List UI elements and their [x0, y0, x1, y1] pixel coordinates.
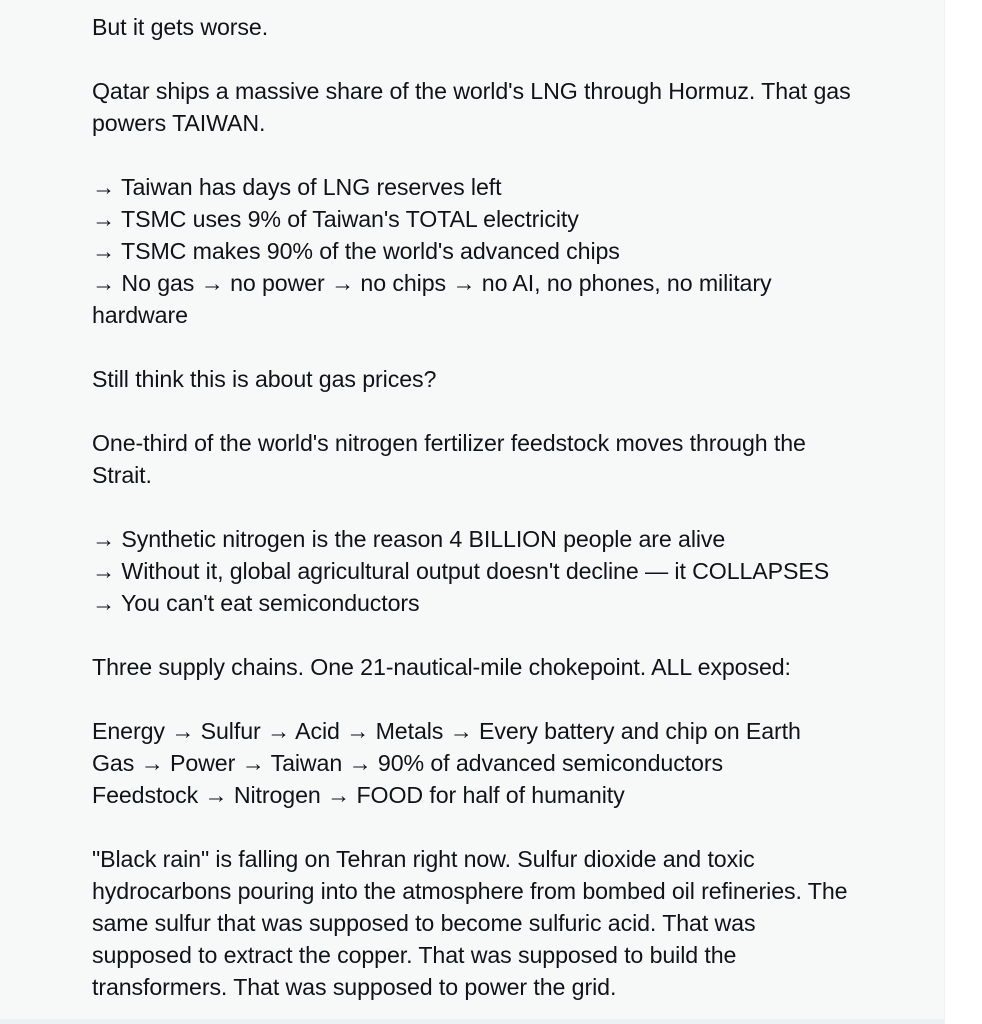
list-item: → Synthetic nitrogen is the reason 4 BILLION people are alive: [92, 526, 726, 552]
text-line: Qatar ships a massive share of the world's LNG through Hormuz. That gas: [92, 78, 851, 104]
text-line: "Black rain" is falling on Tehran right now. Sulfur dioxide and toxic: [92, 846, 755, 872]
list-item: → TSMC makes 90% of the world's advanced chips: [92, 238, 620, 264]
side-gutter: [944, 0, 982, 1024]
list-item: → TSMC uses 9% of Taiwan's TOTAL electricity: [92, 206, 579, 232]
post-body-text: [92, 11, 922, 1003]
paragraph-intro: [92, 11, 922, 43]
text-line: Strait.: [92, 462, 152, 488]
text-line: supposed to extract the copper. That was supposed to build the: [92, 942, 737, 968]
paragraph-gas-prices: [92, 363, 922, 395]
list-item-continuation: hardware: [92, 302, 188, 328]
list-item: → Without it, global agricultural output doesn't decline — it COLLAPSES: [92, 558, 830, 584]
paragraph-taiwan-list: [92, 171, 922, 331]
text-line: But it gets worse.: [92, 14, 269, 40]
paragraph-nitrogen: [92, 427, 922, 491]
paragraph-black-rain: [92, 843, 922, 1003]
text-line: hydrocarbons pouring into the atmosphere from bombed oil refineries. The: [92, 878, 848, 904]
text-line: same sulfur that was supposed to become sulfuric acid. That was: [92, 910, 756, 936]
list-item: → No gas → no power → no chips → no AI, no phones, no military: [92, 270, 772, 296]
paragraph-qatar-lng: [92, 75, 922, 139]
text-line: Still think this is about gas prices?: [92, 366, 437, 392]
list-item: → You can't eat semiconductors: [92, 590, 420, 616]
list-item: Gas → Power → Taiwan → 90% of advanced semiconductors: [92, 750, 723, 776]
list-item: Energy → Sulfur → Acid → Metals → Every battery and chip on Earth: [92, 718, 801, 744]
text-line: One-third of the world's nitrogen fertilizer feedstock moves through the: [92, 430, 806, 456]
list-item: → Taiwan has days of LNG reserves left: [92, 174, 502, 200]
paragraph-chain-list: [92, 715, 922, 811]
paragraph-supply-chains: [92, 651, 922, 683]
panel-bottom-edge: [0, 1019, 944, 1024]
list-item: Feedstock → Nitrogen → FOOD for half of humanity: [92, 782, 625, 808]
text-line: Three supply chains. One 21-nautical-mile chokepoint. ALL exposed:: [92, 654, 791, 680]
text-line: powers TAIWAN.: [92, 110, 266, 136]
paragraph-nitrogen-list: [92, 523, 922, 619]
text-line: transformers. That was supposed to power the grid.: [92, 974, 617, 1000]
